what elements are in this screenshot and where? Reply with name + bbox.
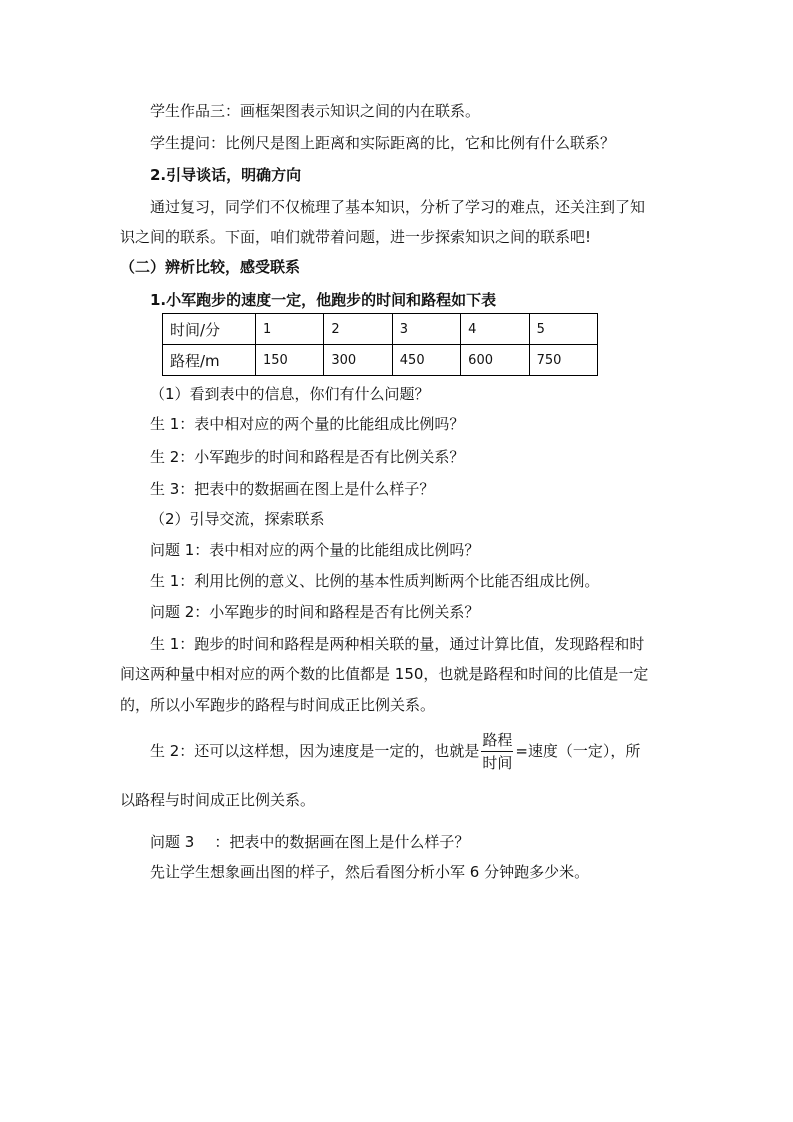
text-line: 生 1：跑步的时间和路程是两种相关联的量，通过计算比值，发现路程和时	[150, 635, 645, 653]
table-cell: 路程/m	[163, 345, 256, 376]
table-cell: 1	[256, 314, 324, 345]
text-line	[150, 831, 469, 853]
text-span: 问题 3	[150, 833, 195, 851]
formula-line	[150, 731, 640, 772]
text-line: 学生作品三：画框架图表示知识之间的内在联系。	[150, 102, 481, 120]
text-span: =速度（一定），所	[515, 742, 641, 760]
table-cell: 3	[392, 314, 460, 345]
text-line: 以路程与时间成正比例关系。	[120, 791, 316, 809]
table-cell: 5	[529, 314, 597, 345]
text-line: 生 1：表中相对应的两个量的比能组成比例吗？	[150, 415, 465, 433]
data-table	[162, 313, 598, 376]
section-heading: 2.引导谈话，明确方向	[150, 166, 302, 184]
table-cell: 450	[392, 345, 460, 376]
table-cell: 4	[461, 314, 529, 345]
table-cell: 150	[256, 345, 324, 376]
section-heading: （二）辨析比较，感受联系	[120, 258, 301, 276]
fraction-numerator: 路程	[481, 731, 513, 752]
table-cell: 300	[324, 345, 392, 376]
text-line: 的，所以小军跑步的路程与时间成正比例关系。	[120, 696, 436, 714]
text-line: 生 2：小军跑步的时间和路程是否有比例关系？	[150, 448, 465, 466]
text-line: （2）引导交流，探索联系	[150, 510, 325, 528]
text-line: 通过复习，同学们不仅梳理了基本知识，分析了学习的难点，还关注到了知	[150, 198, 646, 216]
fraction-denominator: 时间	[482, 754, 513, 772]
text-line: 间这两种量中相对应的两个数的比值都是 150，也就是路程和时间的比值是一定	[120, 665, 649, 683]
section-heading: 1.小军跑步的速度一定，他跑步的时间和路程如下表	[150, 291, 497, 309]
table-cell: 600	[461, 345, 529, 376]
text-line: 生 1：利用比例的意义、比例的基本性质判断两个比能否组成比例。	[150, 572, 600, 590]
text-line: 先让学生想象画出图的样子，然后看图分析小军 6 分钟跑多少米。	[150, 863, 590, 881]
fraction	[481, 731, 513, 772]
text-line: 学生提问：比例尺是图上距离和实际距离的比，它和比例有什么联系？	[150, 134, 616, 152]
table-cell: 2	[324, 314, 392, 345]
text-line: 问题 2：小军跑步的时间和路程是否有比例关系？	[150, 603, 480, 621]
table-cell: 时间/分	[163, 314, 256, 345]
text-line: 生 3：把表中的数据画在图上是什么样子？	[150, 480, 435, 498]
table-row	[163, 345, 598, 376]
table-row	[163, 314, 598, 345]
text-span: 生 2：还可以这样想，因为速度是一定的，也就是	[150, 742, 480, 760]
text-line: 识之间的联系。下面，咱们就带着问题，进一步探索知识之间的联系吧!	[120, 228, 592, 246]
table-cell: 750	[529, 345, 597, 376]
text-span: ：把表中的数据画在图上是什么样子？	[214, 833, 470, 851]
text-line: 问题 1：表中相对应的两个量的比能组成比例吗？	[150, 541, 480, 559]
text-line: （1）看到表中的信息，你们有什么问题？	[150, 385, 430, 403]
